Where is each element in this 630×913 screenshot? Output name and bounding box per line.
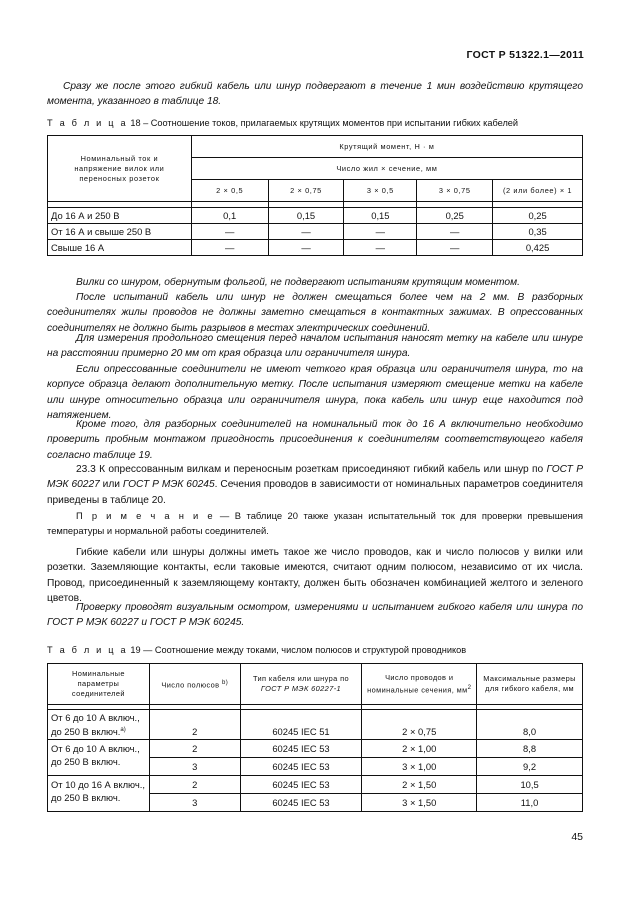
note-text: — В таблице 20 также указан испытательный ток для проверки превышения температуры и нормальной работы соединителей. xyxy=(47,510,583,536)
table-row xyxy=(48,208,583,224)
table19-cell: 9,2 xyxy=(477,758,583,776)
table18-cell: — xyxy=(268,240,344,256)
table19-caption xyxy=(47,645,466,655)
table18-cell: 0,35 xyxy=(493,224,583,240)
table18-cell: — xyxy=(191,240,268,256)
table19-head-max-size: Максимальные размеры для гибкого кабеля, мм xyxy=(477,664,583,705)
table18-row-label: До 16 А и 250 В xyxy=(48,208,192,224)
table18-caption xyxy=(47,118,518,128)
table18-subcol: 3 × 0,75 xyxy=(417,180,493,202)
table19-row-label xyxy=(48,710,150,740)
table18-cell: 0,15 xyxy=(344,208,417,224)
table19-cell: 60245 IEC 53 xyxy=(240,758,362,776)
table18-row-label: Свыше 16 А xyxy=(48,240,192,256)
paragraph-foil: Вилки со шнуром, обернутым фольгой, не подвергают испытаниям крутящим моментом. xyxy=(76,277,520,288)
table18-cell: — xyxy=(344,240,417,256)
table19-cell: 10,5 xyxy=(477,776,583,794)
table18-caption-text: 18 – Соотношение токов, прилагаемых крутящих моментов при испытании гибких кабелей xyxy=(130,118,519,128)
table19-head-conductors-text: Число проводов и номинальные сечения, мм xyxy=(367,672,468,695)
table-row xyxy=(48,224,583,240)
note-label: П р и м е ч а н и е xyxy=(76,510,215,521)
table18-subcol: 3 × 0,5 xyxy=(344,180,417,202)
standard-ref: ГОСТ Р МЭК 60245 xyxy=(122,479,215,491)
table-row xyxy=(48,740,583,758)
superscript: 2 xyxy=(467,684,472,691)
table19-cell: 60245 IEC 53 xyxy=(240,794,362,812)
table19-cell: 8,8 xyxy=(477,740,583,758)
table19-head-cable-type xyxy=(240,664,362,705)
table19-caption-label: Т а б л и ц а xyxy=(47,645,128,655)
paragraph-crimped: Если опрессованные соединители не имеют четкого края образца или ограничителя шнура, то на корпусе образца делают дополнительную метку. После испытания измеряют смещение метки на кабеле или шнуре относительно образца или ограничителя шнура, пока кабель или шнур еще находится под натяжением. xyxy=(47,364,583,421)
table18-subcol: (2 или более) × 1 xyxy=(493,180,583,202)
table18-cell: 0,425 xyxy=(493,240,583,256)
table19-cell: 60245 IEC 53 xyxy=(240,776,362,794)
table18-cell: 0,25 xyxy=(417,208,493,224)
table18-cell: — xyxy=(191,224,268,240)
table-19 xyxy=(47,663,583,812)
table19-cell: 3 × 1,00 xyxy=(362,758,477,776)
paragraph-poles: Гибкие кабели или шнуры должны иметь такое же число проводов, как и число полюсов у вилки или розетки. Заземляющие контакты, если таковые имеются, считают одним полюсом, независимо от их числа. Провод, присоединенный к заземляющему контакту, должен быть обозначен комбинацией желтого и зеленого цветов. xyxy=(47,547,583,604)
table19-cell: 2 × 1,50 xyxy=(362,776,477,794)
paragraph-torque-intro: Сразу же после этого гибкий кабель или шнур подвергают в течение 1 мин воздействию крутящего момента, указанного в таблице 18. xyxy=(47,81,583,108)
table19-head-poles xyxy=(149,664,240,705)
table19-head-rating: Номинальные параметры соединителей xyxy=(48,664,150,705)
table18-row-label: От 16 А и свыше 250 В xyxy=(48,224,192,240)
table-row xyxy=(48,240,583,256)
table19-cell: 8,0 xyxy=(477,710,583,740)
footnote-mark: b) xyxy=(221,679,229,686)
table18-head-torque: Крутящий момент, Н · м xyxy=(191,136,582,158)
table19-row-label: От 10 до 16 А включ., до 250 В включ. xyxy=(48,776,150,812)
table18-head-cores: Число жил × сечение, мм xyxy=(191,158,582,180)
table18-subcol: 2 × 0,5 xyxy=(191,180,268,202)
table18-cell: — xyxy=(268,224,344,240)
page-header: ГОСТ Р 51322.1—2011 xyxy=(466,49,584,61)
footnote-mark: а) xyxy=(120,726,126,733)
table19-cell: 2 xyxy=(149,710,240,740)
table18-cell: 0,1 xyxy=(191,208,268,224)
paragraph-mark: Для измерения продольного смещения перед началом испытания наносят метку на кабеле или шнуре на расстоянии примерно 20 мм от края образца или ограничителя шнура. xyxy=(47,333,583,360)
table18-cell: — xyxy=(417,224,493,240)
table18-cell: 0,25 xyxy=(493,208,583,224)
table-row xyxy=(48,776,583,794)
table19-row-label-text: От 6 до 10 А включ., до 250 В включ. xyxy=(51,711,140,738)
table19-cell: 60245 IEC 51 xyxy=(240,710,362,740)
table19-row-label: От 6 до 10 А включ., до 250 В включ. xyxy=(48,740,150,776)
note xyxy=(47,509,583,538)
table19-cell: 2 × 1,00 xyxy=(362,740,477,758)
paragraph-23-3-text: или xyxy=(99,479,123,491)
paragraph-displacement: После испытаний кабель или шнур не должен смещаться более чем на 2 мм. В разборных соединителях жилы проводов не должны заметно смещаться в контактных зажимах. В опрессованных соединителях не должно быть разрывов в местах электрических соединений. xyxy=(47,292,583,334)
paragraph-23-3-text: . Сечения проводов в зависимости от номинальных параметров соединителя приведены в таблице 20. xyxy=(47,479,583,506)
paragraph-23-3 xyxy=(47,462,583,508)
table18-subcol: 2 × 0,75 xyxy=(268,180,344,202)
paragraph-check: Проверку проводят визуальным осмотром, измерениями и испытанием гибкого кабеля или шнура по ГОСТ Р МЭК 60227 и ГОСТ Р МЭК 60245. xyxy=(47,602,583,629)
standard-ref: ГОСТ Р МЭК 60227 xyxy=(47,464,583,491)
table19-cell: 2 xyxy=(149,776,240,794)
table18-cell: — xyxy=(344,224,417,240)
table19-cell: 2 xyxy=(149,740,240,758)
table19-head-conductors xyxy=(362,664,477,705)
table19-cell: 3 xyxy=(149,794,240,812)
table18-cell: 0,15 xyxy=(268,208,344,224)
table19-cell: 3 × 1,50 xyxy=(362,794,477,812)
table19-cell: 3 xyxy=(149,758,240,776)
table19-cell: 11,0 xyxy=(477,794,583,812)
table19-cell: 60245 IEC 53 xyxy=(240,740,362,758)
table19-cell: 2 × 0,75 xyxy=(362,710,477,740)
table-18 xyxy=(47,135,583,256)
table19-head-cable-type-text: Тип кабеля или шнура по xyxy=(252,674,350,683)
standard-ref: ГОСТ Р МЭК 60227-1 xyxy=(260,684,342,693)
page-number: 45 xyxy=(571,831,583,843)
table18-cell: — xyxy=(417,240,493,256)
table19-caption-text: 19 — Соотношение между токами, числом полюсов и структурой проводников xyxy=(130,645,467,655)
table18-caption-label: Т а б л и ц а xyxy=(47,118,128,128)
table19-head-poles-text: Число полюсов xyxy=(161,680,220,690)
paragraph-rewirable: Кроме того, для разборных соединителей на номинальный ток до 16 А включительно необходимо проверить пробным монтажом пригодность присоединения к соединителям соответствующего кабеля согласно таблице 19. xyxy=(47,419,583,461)
paragraph-23-3-text: 23.3 К опрессованным вилкам и переносным розеткам присоединяют гибкий кабель или шнур по xyxy=(76,464,547,475)
table-row xyxy=(48,710,583,740)
table18-head-rating: Номинальный ток и напряжение вилок или переносных розеток xyxy=(48,136,192,202)
